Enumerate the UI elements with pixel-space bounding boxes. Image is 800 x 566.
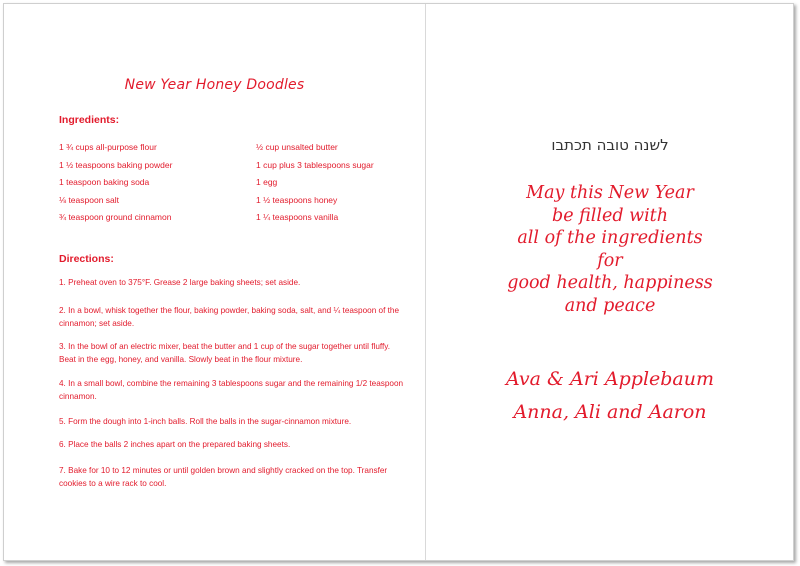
ingredients-list-left (59, 141, 172, 229)
greeting-line: all of the ingredients (517, 228, 703, 249)
ingredient-item: 1 ½ teaspoons baking powder (59, 159, 173, 170)
direction-step: 7. Bake for 10 to 12 minutes or until golden brown and slightly cracked on the top. Transfer cookies to a wire rack to cool. (59, 466, 388, 488)
ingredients-heading: Ingredients: (59, 114, 120, 126)
ingredient-item: ¾ teaspoon ground cinnamon (59, 212, 172, 222)
recipe-panel (4, 4, 425, 560)
greeting-panel (426, 4, 794, 560)
ingredient-item: ⅛ teaspoon salt (59, 194, 120, 205)
ingredient-item: 1 teaspoon baking soda (59, 177, 150, 187)
signature-children: Anna, Ali and Aaron (513, 401, 707, 423)
ingredient-item: 1 ¼ teaspoons vanilla (256, 212, 339, 222)
card-sheet (3, 3, 794, 561)
greeting-line: be filled with (552, 205, 668, 226)
signature-parents: Ava & Ari Applebaum (505, 368, 715, 390)
recipe-title: New Year Honey Doodles (124, 77, 305, 93)
direction-step: 3. In the bowl of an electric mixer, beat the butter and 1 cup of the sugar together until fluffy. Beat in the egg, honey, and vanilla. Slowly beat in the flour mixture. (59, 342, 391, 364)
greeting-line: and peace (564, 295, 656, 316)
greeting-line: for (597, 250, 623, 271)
ingredient-item: 1 ½ teaspoons honey (256, 194, 338, 205)
directions-heading: Directions: (59, 253, 114, 265)
ingredient-item: ½ cup unsalted butter (256, 142, 338, 152)
direction-step: 5. Form the dough into 1-inch balls. Roll the balls in the sugar-cinnamon mixture. (59, 417, 352, 426)
greeting-line: good health, happiness (507, 273, 713, 294)
greeting-line: May this New Year (526, 183, 694, 203)
ingredient-item: 1 ¾ cups all-purpose flour (59, 142, 157, 152)
direction-step: 1. Preheat oven to 375°F. Grease 2 large baking sheets; set aside. (59, 278, 301, 287)
direction-step: 2. In a bowl, whisk together the flour, baking powder, baking soda, salt, and ¼ teaspoon of the cinnamon; set aside. (59, 306, 400, 328)
greeting-message (426, 182, 794, 318)
ingredients-list-right (256, 141, 374, 229)
direction-step: 4. In a small bowl, combine the remaining 3 tablespoons sugar and the remaining 1/2 teaspoon cinnamon. (59, 379, 404, 401)
ingredient-item: 1 egg (256, 177, 278, 187)
direction-step: 6. Place the balls 2 inches apart on the prepared baking sheets. (59, 440, 291, 449)
hebrew-greeting: לשנה טובה תכתבו (551, 136, 669, 154)
ingredient-item: 1 cup plus 3 tablespoons sugar (256, 159, 374, 170)
